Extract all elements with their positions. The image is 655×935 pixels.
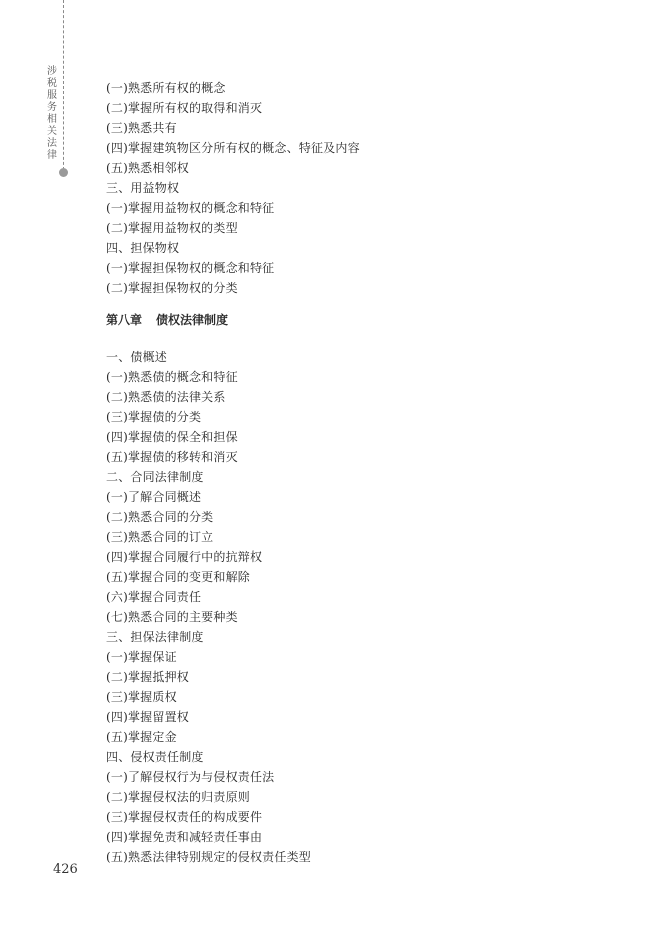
list-item: (一)了解合同概述 [106, 490, 202, 504]
section-heading: 三、用益物权 [106, 181, 180, 195]
list-item: (五)熟悉法律特别规定的侵权责任类型 [106, 850, 311, 864]
section-heading: 一、债概述 [106, 350, 168, 364]
list-item: (一)熟悉所有权的概念 [106, 81, 226, 95]
list-item: (二)掌握侵权法的归责原则 [106, 790, 250, 804]
list-item: (三)熟悉合同的订立 [106, 530, 214, 544]
chapter-number: 第八章 [106, 313, 143, 327]
list-item: (五)掌握合同的变更和解除 [106, 570, 250, 584]
list-item: (三)熟悉共有 [106, 121, 177, 135]
section-heading: 四、担保物权 [106, 241, 180, 255]
list-item: (五)掌握定金 [106, 730, 177, 744]
chapter-title: 债权法律制度 [156, 313, 229, 327]
section-a-list [106, 78, 546, 298]
page-number: 426 [53, 862, 78, 877]
list-item: (三)掌握质权 [106, 690, 177, 704]
list-item: (二)掌握抵押权 [106, 670, 189, 684]
margin-dot-marker [59, 168, 68, 177]
section-heading: 二、合同法律制度 [106, 470, 204, 484]
section-heading: 三、担保法律制度 [106, 630, 204, 644]
list-item: (二)掌握担保物权的分类 [106, 281, 238, 295]
list-item: (一)掌握用益物权的概念和特征 [106, 201, 275, 215]
list-item: (一)了解侵权行为与侵权责任法 [106, 770, 275, 784]
running-header-label: 涉税服务相关法律 [47, 66, 57, 161]
list-item: (四)掌握建筑物区分所有权的概念、特征及内容 [106, 141, 360, 155]
page-content [106, 78, 546, 867]
list-item: (四)掌握留置权 [106, 710, 189, 724]
margin-divider [63, 0, 64, 175]
chapter-heading [106, 310, 546, 330]
list-item: (一)熟悉债的概念和特征 [106, 370, 238, 384]
section-b-list [106, 347, 546, 867]
list-item: (二)熟悉合同的分类 [106, 510, 214, 524]
list-item: (四)掌握债的保全和担保 [106, 430, 238, 444]
list-item: (四)掌握免责和减轻责任事由 [106, 830, 263, 844]
list-item: (七)熟悉合同的主要种类 [106, 610, 238, 624]
list-item: (五)熟悉相邻权 [106, 161, 189, 175]
list-item: (二)掌握用益物权的类型 [106, 221, 238, 235]
list-item: (三)掌握侵权责任的构成要件 [106, 810, 263, 824]
list-item: (五)掌握债的移转和消灭 [106, 450, 238, 464]
list-item: (一)掌握担保物权的概念和特征 [106, 261, 275, 275]
section-heading: 四、侵权责任制度 [106, 750, 204, 764]
list-item: (六)掌握合同责任 [106, 590, 202, 604]
list-item: (四)掌握合同履行中的抗辩权 [106, 550, 263, 564]
list-item: (二)熟悉债的法律关系 [106, 390, 226, 404]
list-item: (三)掌握债的分类 [106, 410, 202, 424]
list-item: (一)掌握保证 [106, 650, 177, 664]
list-item: (二)掌握所有权的取得和消灭 [106, 101, 263, 115]
